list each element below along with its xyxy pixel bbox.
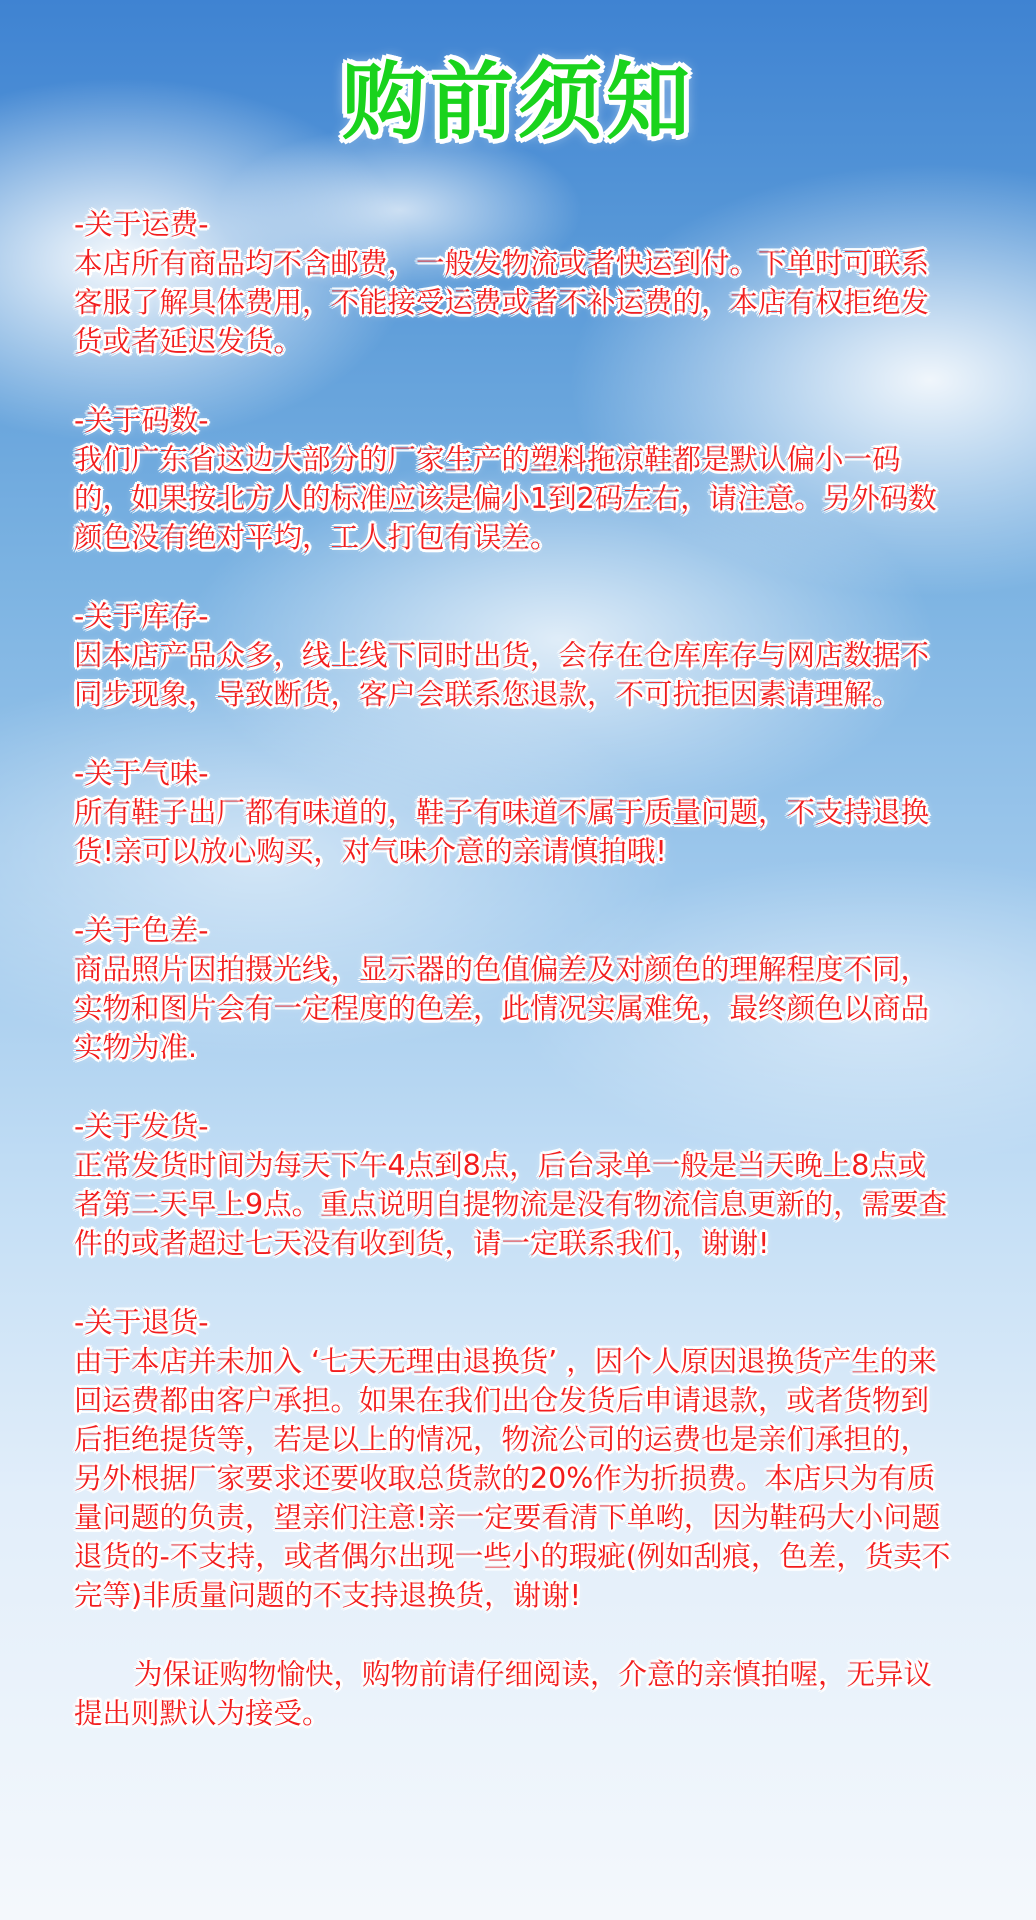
section-heading: -关于色差- — [74, 914, 209, 947]
section-heading: -关于气味- — [74, 757, 209, 790]
section-returns — [74, 1303, 954, 1615]
section-shipping-fee — [74, 205, 954, 361]
section-stock — [74, 597, 954, 714]
section-body: 由于本店并未加入 ‘七天无理由退换货’ ，因个人原因退换货产生的来回运费都由客户承担。如果在我们出仓发货后申请退款，或者货物到后拒绝提货等，若是以上的情况，物流公司的运费也是亲们承担的，另外根据厂家要求还要收取总货款的20%作为折损费。本店只为有质量问题的负责，望亲们注意!亲一定要看清下单哟，因为鞋码大小问题退货的-不支持，或者偶尔出现一些小的瑕疵(例如刮痕，色差，货卖不完等)非质量问题的不支持退换货，谢谢! — [74, 1345, 951, 1612]
section-heading: -关于退货- — [74, 1306, 209, 1339]
section-heading: -关于运费- — [74, 208, 209, 241]
page-title: 购前须知 — [341, 53, 694, 151]
section-body: 我们广东省这边大部分的厂家生产的塑料拖凉鞋都是默认偏小一码的，如果按北方人的标准应该是偏小1到2码左右，请注意。另外码数颜色没有绝对平均，工人打包有误差。 — [74, 443, 937, 554]
section-heading: -关于码数- — [74, 404, 209, 437]
section-heading: -关于库存- — [74, 600, 209, 633]
section-body: 正常发货时间为每天下午4点到8点，后台录单一般是当天晚上8点或者第二天早上9点。重点说明自提物流是没有物流信息更新的，需要查件的或者超过七天没有收到货，请一定联系我们，谢谢! — [74, 1149, 948, 1260]
section-color-difference — [74, 911, 954, 1067]
section-delivery — [74, 1107, 954, 1263]
section-body: 因本店产品众多，线上线下同时出货，会存在仓库库存与网店数据不同步现象，导致断货，客户会联系您退款，不可抗拒因素请理解。 — [74, 639, 930, 711]
section-body: 本店所有商品均不含邮费，一般发物流或者快运到付。下单时可联系客服了解具体费用，不能接受运费或者不补运费的，本店有权拒绝发货或者延迟发货。 — [74, 247, 930, 358]
notice-content — [74, 205, 954, 1733]
section-odor — [74, 754, 954, 871]
section-heading: -关于发货- — [74, 1110, 209, 1143]
closing-note: 为保证购物愉快，购物前请仔细阅读，介意的亲慎拍喔，无异议提出则默认为接受。 — [74, 1658, 933, 1730]
section-body: 商品照片因拍摄光线，显示器的色值偏差及对颜色的理解程度不同，实物和图片会有一定程度的色差，此情况实属难免，最终颜色以商品实物为准. — [74, 953, 930, 1064]
section-sizing — [74, 401, 954, 557]
section-body: 所有鞋子出厂都有味道的，鞋子有味道不属于质量问题，不支持退换货!亲可以放心购买，对气味介意的亲请慎拍哦! — [74, 796, 930, 868]
